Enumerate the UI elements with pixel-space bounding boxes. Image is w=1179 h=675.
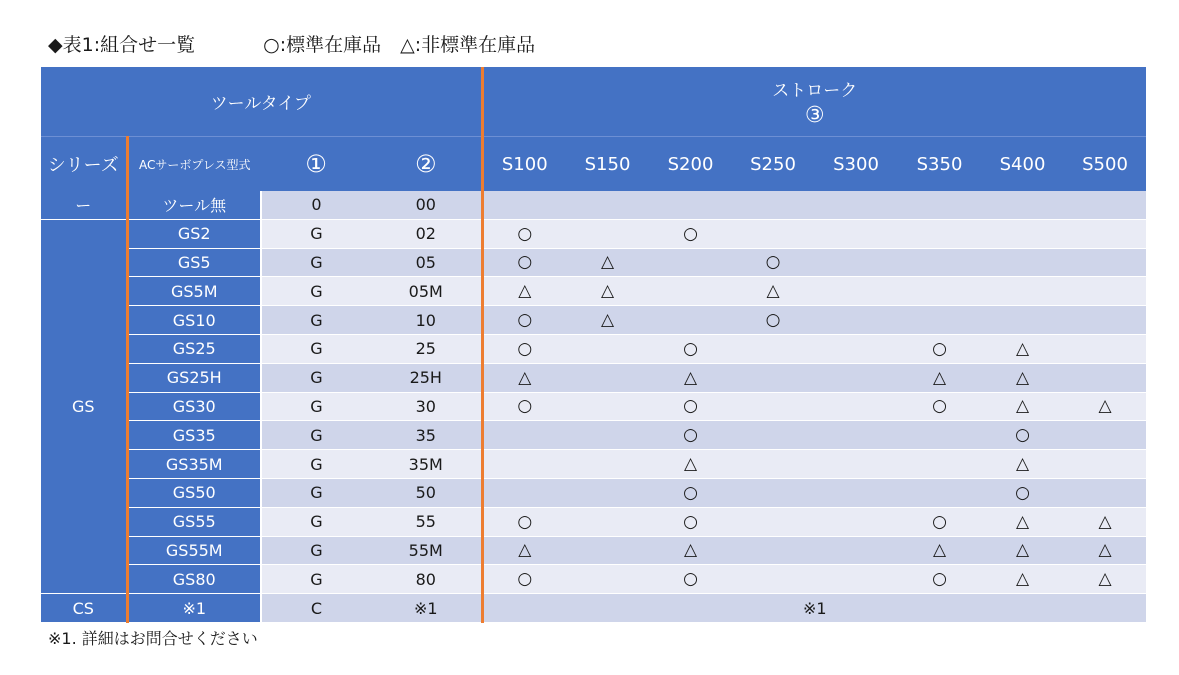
stock-symbol-cell (649, 277, 732, 306)
model-cell: GS35M (127, 450, 261, 479)
stock-symbol-cell (814, 478, 898, 507)
stock-symbol-cell (814, 277, 898, 306)
col2-cell: 30 (371, 392, 482, 421)
stock-symbol-cell: △ (1064, 565, 1146, 594)
stock-symbol-cell (482, 478, 566, 507)
model-cell: GS25H (127, 363, 261, 392)
stock-symbol-cell (1064, 363, 1146, 392)
header-stroke-s250: S250 (732, 137, 814, 192)
stock-symbol-cell: ○ (482, 306, 566, 335)
stock-symbol-cell: ○ (649, 478, 732, 507)
stock-symbol-cell (1064, 478, 1146, 507)
header-col-2: ② (371, 137, 482, 192)
col2-cell: 80 (371, 565, 482, 594)
stock-symbol-cell: △ (482, 277, 566, 306)
header-stroke (482, 67, 1146, 137)
stock-symbol-cell: △ (981, 565, 1064, 594)
stock-symbol-cell (566, 219, 649, 248)
model-cell: GS55M (127, 536, 261, 565)
stock-symbol-cell: △ (566, 277, 649, 306)
footnote: ※1. 詳細はお問合せください (48, 629, 258, 648)
stock-symbol-cell: △ (482, 363, 566, 392)
col1-cell: C (261, 594, 371, 623)
col2-cell: ※1 (371, 594, 482, 623)
stock-symbol-cell: ○ (649, 392, 732, 421)
stock-symbol-cell (732, 450, 814, 479)
stock-symbol-cell (732, 392, 814, 421)
stock-symbol-cell (732, 565, 814, 594)
combination-table (41, 67, 1146, 623)
stock-symbol-cell (482, 421, 566, 450)
model-cell: GS5 (127, 248, 261, 277)
stock-symbol-cell: ○ (482, 565, 566, 594)
stroke-empty-cell (482, 191, 1146, 219)
stock-symbol-cell: ○ (981, 478, 1064, 507)
col2-cell: 05M (371, 277, 482, 306)
stock-symbol-cell (898, 248, 981, 277)
stock-symbol-cell (566, 565, 649, 594)
col2-cell: 10 (371, 306, 482, 335)
col2-cell: 35 (371, 421, 482, 450)
stock-symbol-cell (814, 306, 898, 335)
stock-symbol-cell: △ (649, 536, 732, 565)
header-stroke-label: ストローク (772, 80, 858, 101)
stock-symbol-cell (814, 565, 898, 594)
stock-symbol-cell (981, 248, 1064, 277)
stock-symbol-cell (1064, 219, 1146, 248)
stock-symbol-cell (732, 507, 814, 536)
stock-symbol-cell: △ (649, 363, 732, 392)
stock-symbol-cell (566, 450, 649, 479)
stroke-note-cell: ※1 (482, 594, 1146, 623)
model-cell: GS2 (127, 219, 261, 248)
stock-symbol-cell: ○ (898, 392, 981, 421)
table-row (41, 277, 1146, 306)
header-row-1 (41, 67, 1146, 137)
stock-symbol-cell: △ (482, 536, 566, 565)
table-row (41, 392, 1146, 421)
stock-symbol-cell (898, 306, 981, 335)
header-tool-type: ツールタイプ (210, 94, 311, 114)
stock-symbol-cell (1064, 277, 1146, 306)
col1-cell: G (261, 507, 371, 536)
model-cell: GS55 (127, 507, 261, 536)
stock-symbol-cell (482, 450, 566, 479)
model-cell: GS25 (127, 334, 261, 363)
caption-legend: ○:標準在庫品 △:非標準在庫品 (263, 34, 536, 56)
stock-symbol-cell: ○ (649, 421, 732, 450)
stock-symbol-cell (898, 421, 981, 450)
stock-symbol-cell (566, 421, 649, 450)
table-row (41, 594, 1146, 623)
stock-symbol-cell (898, 478, 981, 507)
stock-symbol-cell (649, 248, 732, 277)
stock-symbol-cell: ○ (482, 392, 566, 421)
stock-symbol-cell: ○ (482, 507, 566, 536)
stock-symbol-cell (814, 363, 898, 392)
stock-symbol-cell: △ (649, 450, 732, 479)
col2-cell: 05 (371, 248, 482, 277)
stock-symbol-cell (1064, 334, 1146, 363)
stock-symbol-cell: ○ (649, 334, 732, 363)
series-cell-gs: GS (41, 219, 127, 593)
stock-symbol-cell: △ (898, 536, 981, 565)
col2-cell: 25 (371, 334, 482, 363)
model-cell: ツール無 (127, 191, 261, 219)
header-stroke-s400: S400 (981, 137, 1064, 192)
col2-cell: 55 (371, 507, 482, 536)
col1-cell: G (261, 219, 371, 248)
stock-symbol-cell: △ (981, 392, 1064, 421)
stock-symbol-cell: △ (566, 306, 649, 335)
table-row (41, 191, 1146, 219)
col1-cell: G (261, 248, 371, 277)
col1-cell: G (261, 450, 371, 479)
col2-cell: 35M (371, 450, 482, 479)
stock-symbol-cell (566, 334, 649, 363)
header-stroke-s200: S200 (649, 137, 732, 192)
table-row (41, 219, 1146, 248)
header-press-model: ACサーボプレス型式 (127, 137, 261, 192)
table-row (41, 334, 1146, 363)
col1-cell: G (261, 334, 371, 363)
stock-symbol-cell: ○ (649, 565, 732, 594)
stock-symbol-cell: △ (1064, 392, 1146, 421)
model-cell: GS50 (127, 478, 261, 507)
col1-cell: G (261, 565, 371, 594)
stock-symbol-cell: △ (981, 450, 1064, 479)
stock-symbol-cell: △ (898, 363, 981, 392)
stock-symbol-cell: ○ (898, 507, 981, 536)
header-stroke-s350: S350 (898, 137, 981, 192)
series-cell-cs: CS (41, 594, 127, 623)
stock-symbol-cell (1064, 248, 1146, 277)
header-row-2 (41, 137, 1146, 192)
stock-symbol-cell: △ (1064, 507, 1146, 536)
col2-cell: 00 (371, 191, 482, 219)
model-cell: GS30 (127, 392, 261, 421)
stock-symbol-cell (898, 277, 981, 306)
stock-symbol-cell (566, 392, 649, 421)
stock-symbol-cell (898, 219, 981, 248)
col1-cell: G (261, 478, 371, 507)
table-caption (48, 30, 535, 57)
stock-symbol-cell (981, 219, 1064, 248)
col1-cell: G (261, 536, 371, 565)
model-cell: ※1 (127, 594, 261, 623)
stock-symbol-cell (732, 334, 814, 363)
stock-symbol-cell: △ (981, 334, 1064, 363)
stock-symbol-cell (566, 363, 649, 392)
table-row (41, 536, 1146, 565)
col1-cell: G (261, 306, 371, 335)
stock-symbol-cell (814, 536, 898, 565)
caption-title: ◆表1:組合せ一覧 (48, 34, 196, 56)
stock-symbol-cell: ○ (732, 306, 814, 335)
stock-symbol-cell (814, 219, 898, 248)
stock-symbol-cell (566, 507, 649, 536)
header-stroke-s100: S100 (482, 137, 566, 192)
col2-cell: 02 (371, 219, 482, 248)
stock-symbol-cell (1064, 450, 1146, 479)
stock-symbol-cell: △ (566, 248, 649, 277)
header-stroke-s500: S500 (1064, 137, 1146, 192)
stock-symbol-cell (649, 306, 732, 335)
stock-symbol-cell: ○ (482, 248, 566, 277)
stock-symbol-cell: ○ (898, 334, 981, 363)
stock-symbol-cell: △ (981, 363, 1064, 392)
stock-symbol-cell: △ (981, 536, 1064, 565)
series-cell: ー (41, 191, 127, 219)
stock-symbol-cell (566, 536, 649, 565)
model-cell: GS10 (127, 306, 261, 335)
model-cell: GS80 (127, 565, 261, 594)
stock-symbol-cell (1064, 421, 1146, 450)
stock-symbol-cell (732, 478, 814, 507)
stock-symbol-cell (732, 219, 814, 248)
stock-symbol-cell: ○ (482, 219, 566, 248)
col2-cell: 25H (371, 363, 482, 392)
stock-symbol-cell (814, 248, 898, 277)
stock-symbol-cell (814, 421, 898, 450)
stock-symbol-cell: ○ (482, 334, 566, 363)
table-row (41, 478, 1146, 507)
header-stroke-s150: S150 (566, 137, 649, 192)
stock-symbol-cell (814, 334, 898, 363)
stock-symbol-cell: ○ (898, 565, 981, 594)
stock-symbol-cell: ○ (649, 219, 732, 248)
col1-cell: G (261, 392, 371, 421)
stock-symbol-cell: ○ (732, 248, 814, 277)
stock-symbol-cell (1064, 306, 1146, 335)
stock-symbol-cell: ○ (981, 421, 1064, 450)
header-stroke-number: ③ (804, 102, 825, 128)
stock-symbol-cell (566, 478, 649, 507)
table-row (41, 450, 1146, 479)
table-row (41, 507, 1146, 536)
stock-symbol-cell: △ (732, 277, 814, 306)
stock-symbol-cell (814, 392, 898, 421)
col2-cell: 50 (371, 478, 482, 507)
table-row (41, 565, 1146, 594)
stock-symbol-cell (981, 306, 1064, 335)
model-cell: GS5M (127, 277, 261, 306)
stock-symbol-cell: △ (981, 507, 1064, 536)
col1-cell: G (261, 421, 371, 450)
table-row (41, 306, 1146, 335)
stock-symbol-cell: △ (1064, 536, 1146, 565)
model-cell: GS35 (127, 421, 261, 450)
stock-symbol-cell (814, 450, 898, 479)
table-row (41, 248, 1146, 277)
stock-symbol-cell (981, 277, 1064, 306)
table-row (41, 363, 1146, 392)
col1-cell: G (261, 277, 371, 306)
stock-symbol-cell (732, 421, 814, 450)
col1-cell: G (261, 363, 371, 392)
stock-symbol-cell: ○ (649, 507, 732, 536)
stock-symbol-cell (898, 450, 981, 479)
header-stroke-s300: S300 (814, 137, 898, 192)
header-series: シリーズ (41, 137, 127, 192)
table-row (41, 421, 1146, 450)
col2-cell: 55M (371, 536, 482, 565)
header-col-1: ① (261, 137, 371, 192)
col1-cell: 0 (261, 191, 371, 219)
stock-symbol-cell (732, 363, 814, 392)
stock-symbol-cell (814, 507, 898, 536)
stock-symbol-cell (732, 536, 814, 565)
